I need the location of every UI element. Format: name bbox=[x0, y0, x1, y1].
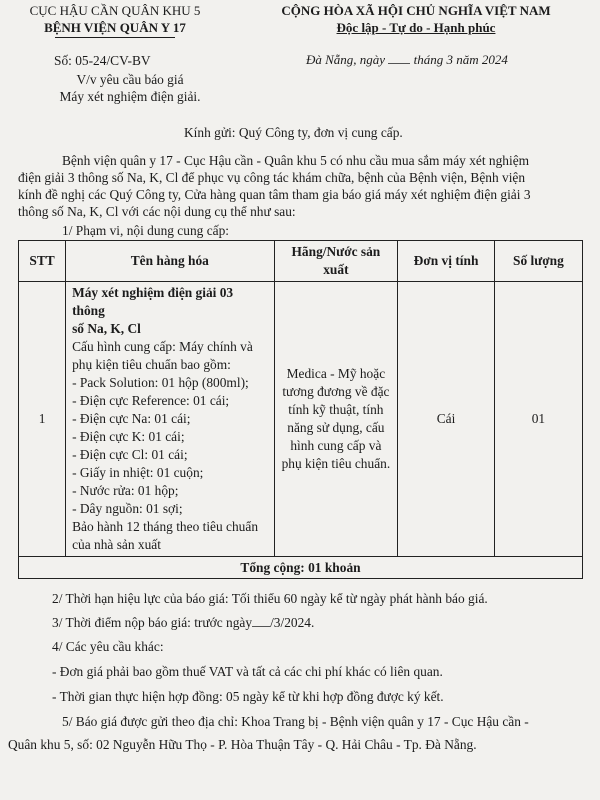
section-3-suffix: /3/2024. bbox=[270, 615, 315, 630]
item-config-line: Bảo hành 12 tháng theo tiêu chuẩn bbox=[72, 519, 259, 534]
cell-unit: Cái bbox=[398, 282, 495, 557]
org-parent: CỤC HẬU CẦN QUÂN KHU 5 bbox=[29, 3, 201, 18]
subject-line-2: Máy xét nghiệm điện giải. bbox=[59, 89, 201, 104]
cell-brand bbox=[274, 282, 398, 557]
header-item-name: Tên hàng hóa bbox=[66, 241, 274, 282]
item-config-line: - Điện cực Cl: 01 cái; bbox=[72, 447, 188, 462]
total-cell: Tổng cộng: 01 khoản bbox=[19, 557, 583, 579]
item-config-line: phụ kiện tiêu chuẩn bao gồm: bbox=[72, 357, 231, 372]
item-config-line: - Dây nguồn: 01 sợi; bbox=[72, 501, 183, 516]
date-suffix: tháng 3 năm 2024 bbox=[413, 52, 508, 67]
item-config-line: - Điện cực K: 01 cái; bbox=[72, 429, 185, 444]
section-4-heading: 4/ Các yêu cầu khác: bbox=[52, 639, 164, 654]
item-config-line: - Giấy in nhiệt: 01 cuộn; bbox=[72, 465, 204, 480]
section-3 bbox=[52, 614, 314, 631]
issuing-organization bbox=[10, 2, 220, 38]
subject-line-1: V/v yêu cầu báo giá bbox=[76, 72, 184, 87]
intro-line: thông số Na, K, Cl với các nội dung cụ thể như sau: bbox=[18, 204, 296, 219]
cell-item-name bbox=[66, 282, 274, 557]
brand-line: phụ kiện tiêu chuẩn. bbox=[281, 456, 391, 471]
items-table bbox=[18, 240, 583, 579]
item-config-line: - Điện cực Na: 01 cái; bbox=[72, 411, 191, 426]
nation-motto: Độc lập - Tự do - Hạnh phúc bbox=[336, 20, 496, 35]
table-header-row bbox=[19, 241, 583, 282]
header-brand: Hãng/Nước sản xuất bbox=[274, 241, 398, 282]
header-quantity: Số lượng bbox=[494, 241, 582, 282]
section-5-line-2: Quân khu 5, số: 02 Nguyễn Hữu Thọ - P. Hòa Thuận Tây - Q. Hải Châu - Tp. Đà Nẵng. bbox=[8, 737, 477, 752]
requirement-vat: - Đơn giá phải bao gồm thuế VAT và tất cả các chi phí khác có liên quan. bbox=[52, 664, 443, 679]
header-stt: STT bbox=[19, 241, 66, 282]
section-3-prefix: 3/ Thời điểm nộp báo giá: trước ngày bbox=[52, 615, 253, 630]
subject bbox=[30, 71, 230, 105]
document-number: Số: 05-24/CV-BV bbox=[54, 53, 151, 68]
brand-line: tương đương về đặc bbox=[282, 384, 390, 399]
intro-paragraph bbox=[18, 152, 593, 220]
handwritten-day-mark bbox=[388, 53, 410, 64]
intro-line: Bệnh viện quân y 17 - Cục Hậu cần - Quân khu 5 có nhu cầu mua sắm máy xét nghiệm bbox=[62, 153, 530, 168]
item-config-line: Cấu hình cung cấp: Máy chính và bbox=[72, 339, 253, 354]
brand-line: hình cung cấp và bbox=[290, 438, 382, 453]
section-2: 2/ Thời hạn hiệu lực của báo giá: Tối thiểu 60 ngày kể từ ngày phát hành báo giá. bbox=[52, 591, 488, 606]
section-1-heading: 1/ Phạm vi, nội dung cung cấp: bbox=[62, 223, 229, 238]
item-config-line: - Điện cực Reference: 01 cái; bbox=[72, 393, 230, 408]
intro-line: điện giải 3 thông số Na, K, Cl để phục vụ công tác khám chữa, bệnh của Bệnh viện, Bệnh viện bbox=[18, 170, 526, 185]
intro-line: kính đề nghị các Quý Công ty, Cửa hàng quan tâm tham gia báo giá máy xét nghiệm điện giải 3 bbox=[18, 187, 531, 202]
section-5-line-1: 5/ Báo giá được gửi theo địa chỉ: Khoa Trang bị - Bệnh viện quân y 17 - Cục Hậu cần - bbox=[62, 714, 529, 729]
nation-title: CỘNG HÒA XÃ HỘI CHỦ NGHĨA VIỆT NAM bbox=[281, 3, 551, 18]
table-total-row bbox=[19, 557, 583, 579]
item-title-line: số Na, K, Cl bbox=[72, 321, 141, 336]
item-config-line: - Nước rửa: 01 hộp; bbox=[72, 483, 179, 498]
brand-line: tính kỹ thuật, tính bbox=[288, 402, 384, 417]
date-prefix: Đà Nẵng, ngày bbox=[306, 52, 386, 67]
brand-line: năng sử dụng, cấu bbox=[287, 420, 385, 435]
greeting: Kính gửi: Quý Công ty, đơn vị cung cấp. bbox=[184, 125, 403, 140]
cell-quantity: 01 bbox=[494, 282, 582, 557]
national-motto bbox=[240, 2, 592, 36]
requirement-timeline: - Thời gian thực hiện hợp đồng: 05 ngày kể từ khi hợp đồng được ký kết. bbox=[52, 689, 444, 704]
cell-stt: 1 bbox=[19, 282, 66, 557]
brand-line: Medica - Mỹ hoặc bbox=[286, 366, 386, 381]
item-title-line: Máy xét nghiệm điện giải 03 thông bbox=[72, 285, 234, 318]
section-5 bbox=[8, 713, 594, 753]
document-date bbox=[306, 52, 508, 68]
header-unit: Đơn vị tính bbox=[398, 241, 495, 282]
item-config-line: của nhà sản xuất bbox=[72, 537, 161, 552]
org-name: BỆNH VIỆN QUÂN Y 17 bbox=[44, 20, 186, 35]
table-row bbox=[19, 282, 583, 557]
item-config-line: - Pack Solution: 01 hộp (800ml); bbox=[72, 375, 249, 390]
handwritten-deadline-day bbox=[252, 616, 270, 627]
org-underline bbox=[55, 37, 175, 38]
